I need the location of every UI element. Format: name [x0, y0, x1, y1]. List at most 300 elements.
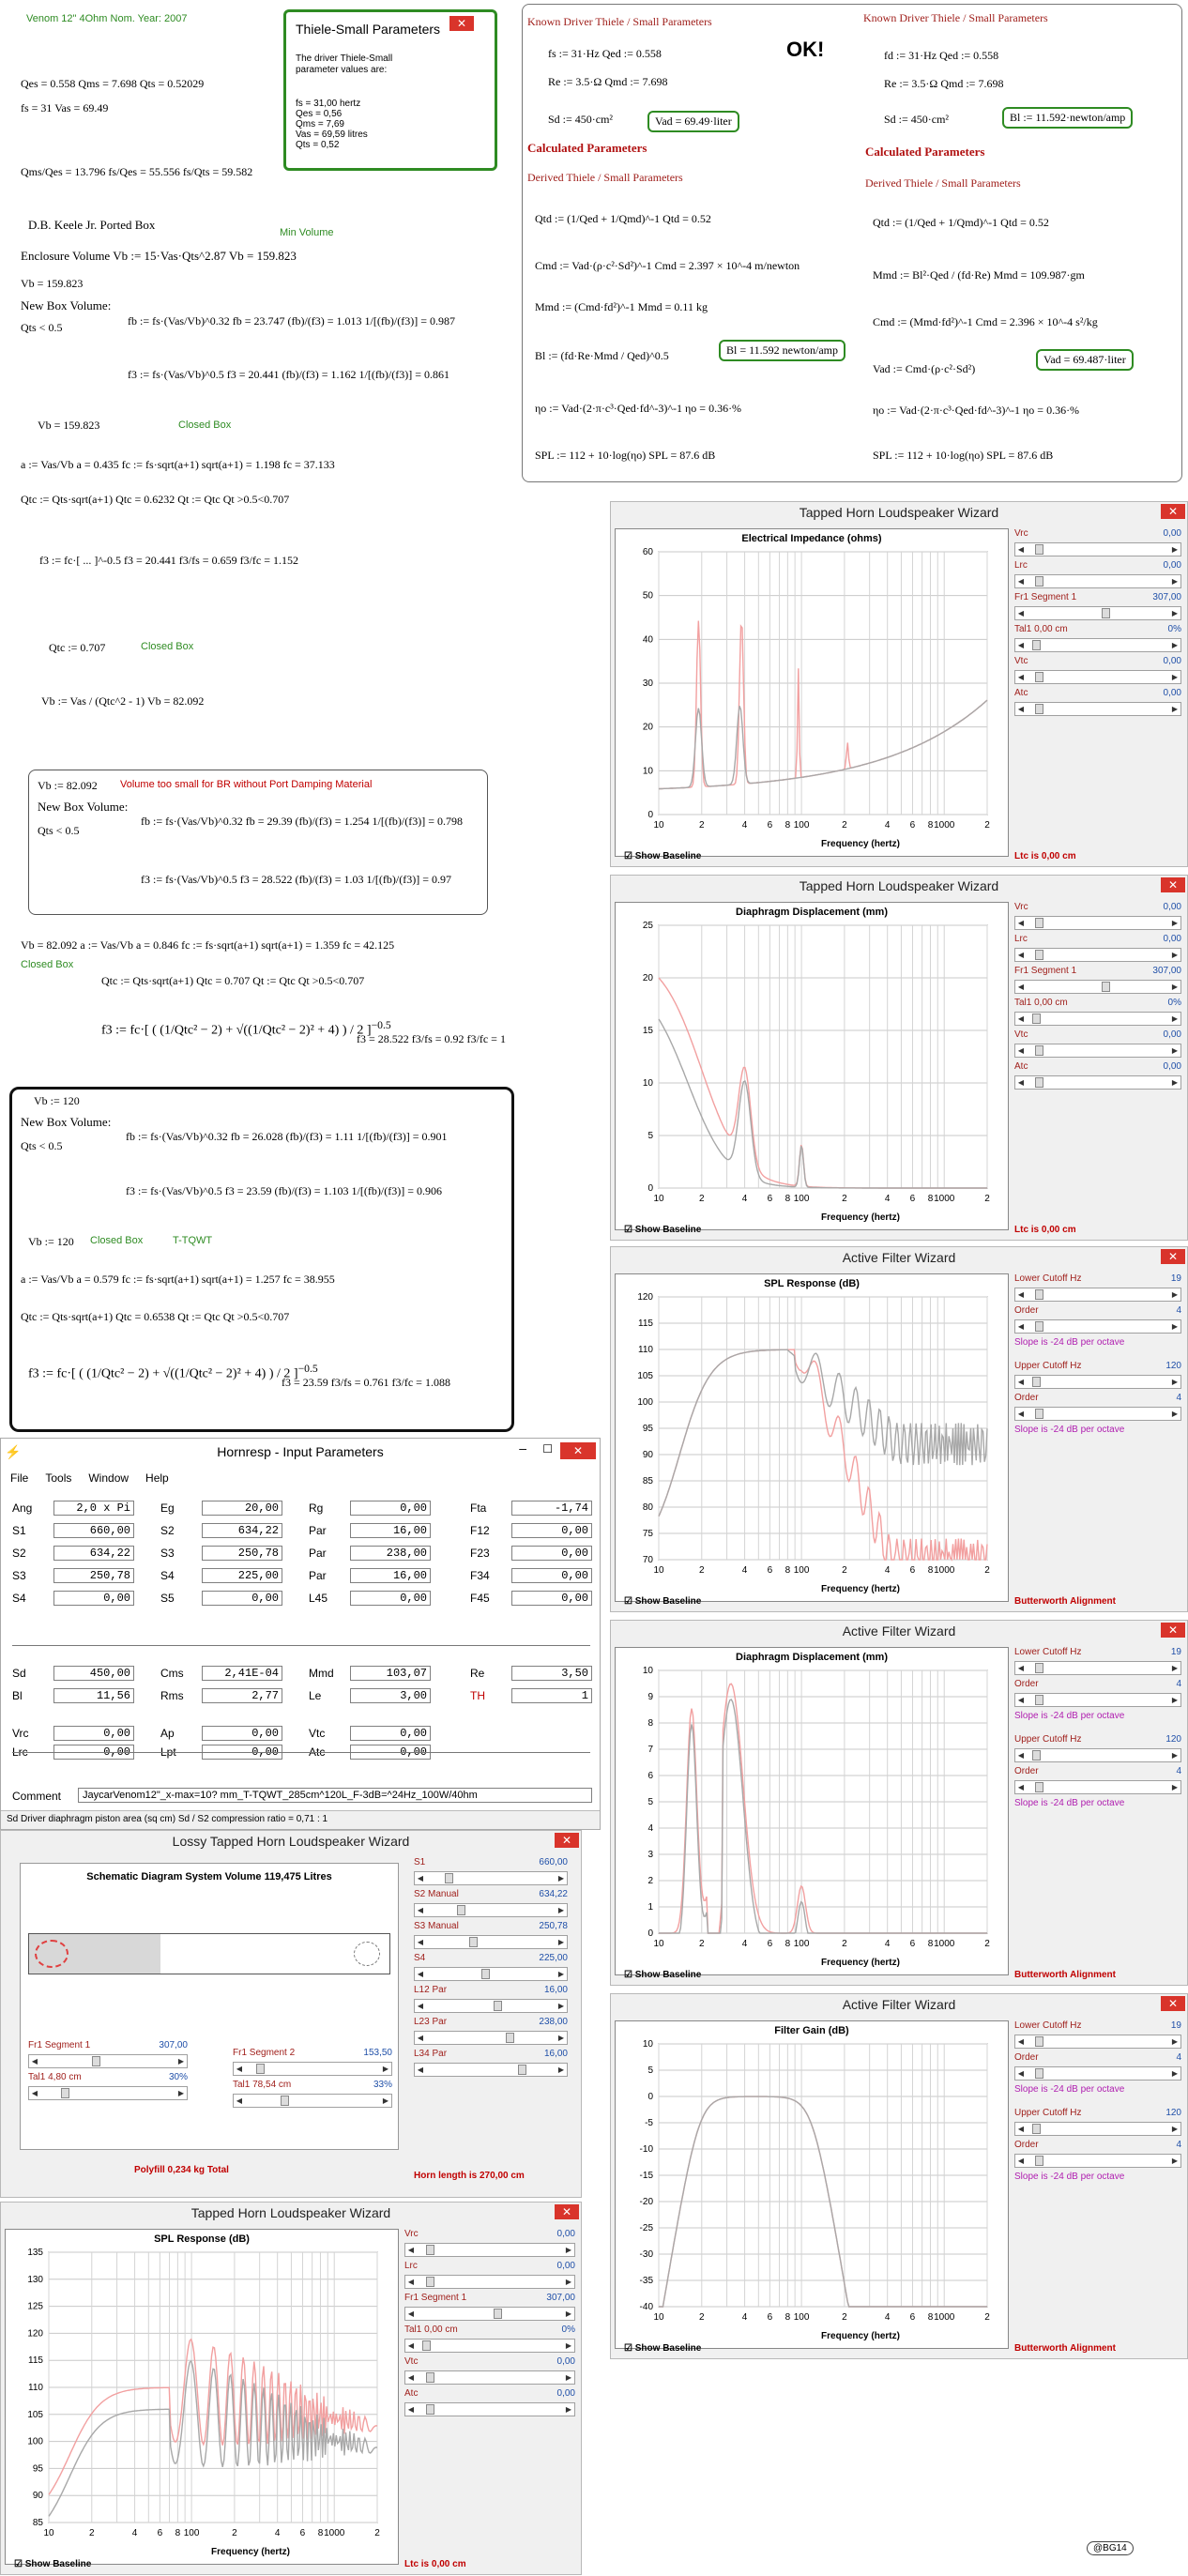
field-input[interactable]: 0,00 — [511, 1591, 592, 1606]
slider-thumb[interactable] — [1035, 704, 1043, 714]
slider-thumb[interactable] — [494, 2001, 502, 2011]
checkbox-icon[interactable]: ☑ — [624, 1225, 635, 1235]
field-input[interactable]: 11,56 — [53, 1688, 134, 1703]
arrow-left-icon[interactable]: ◀ — [1017, 609, 1025, 617]
field-input[interactable]: 1 — [511, 1688, 592, 1703]
param-slider[interactable] — [1014, 916, 1181, 930]
x-tick-label: 2 — [842, 820, 847, 831]
status-text: Ltc is 0,00 cm — [1014, 851, 1076, 861]
param-slider[interactable] — [1014, 574, 1181, 588]
slider-thumb[interactable] — [1035, 950, 1043, 960]
slider-thumb[interactable] — [1035, 576, 1043, 587]
close-icon[interactable]: ✕ — [449, 16, 474, 31]
arrow-right-icon[interactable]: ▶ — [1171, 919, 1179, 927]
y-tick-label: 5 — [647, 1797, 653, 1807]
slider-thumb[interactable] — [422, 2340, 431, 2351]
param-slider[interactable] — [404, 2402, 575, 2416]
field-input[interactable]: 250,78 — [202, 1546, 282, 1561]
math-line: fb := fs·(Vas/Vb)^0.32 fb = 29.39 (fb)/(f3) = 1.254 1/[(fb)/(f3)] = 0.798 — [141, 815, 463, 828]
y-tick-label: 120 — [637, 1292, 653, 1303]
field-input[interactable]: -1,74 — [511, 1501, 592, 1516]
parameter-sliders — [1014, 1273, 1181, 1448]
close-icon[interactable]: ✕ — [1161, 1623, 1185, 1638]
x-tick-label: 10 — [653, 1194, 664, 1204]
arrow-right-icon[interactable]: ▶ — [1171, 1290, 1179, 1299]
slider-thumb[interactable] — [1035, 2068, 1043, 2079]
y-tick-label: 20 — [642, 722, 653, 733]
slider-thumb[interactable] — [1035, 1289, 1043, 1300]
arrow-left-icon[interactable]: ◀ — [1017, 1014, 1025, 1023]
param-slider[interactable] — [1014, 1319, 1181, 1334]
arrow-left-icon[interactable]: ◀ — [407, 2278, 415, 2286]
arrow-left-icon[interactable]: ◀ — [417, 2034, 424, 2042]
arrow-right-icon[interactable]: ▶ — [1171, 951, 1179, 959]
slider-thumb[interactable] — [1032, 640, 1041, 650]
x-tick-label: 6 — [909, 1939, 916, 1949]
field-input[interactable]: 2,77 — [202, 1688, 282, 1703]
show-baseline-label: Show Baseline — [634, 1225, 702, 1235]
math-line: f3 = 23.59 f3/fs = 0.761 f3/fc = 1.088 — [282, 1376, 450, 1389]
field-input[interactable]: 2,0 x Pi — [53, 1501, 134, 1516]
arrow-right-icon[interactable]: ▶ — [557, 1970, 565, 1978]
arrow-right-icon[interactable]: ▶ — [1171, 1378, 1179, 1386]
field-input[interactable]: 0,00 — [202, 1591, 282, 1606]
param-slider[interactable] — [414, 2063, 568, 2077]
y-tick-label: 5 — [647, 2065, 653, 2076]
slider-thumb[interactable] — [1102, 608, 1110, 618]
y-tick-label: 95 — [642, 1424, 653, 1434]
divider — [12, 1752, 590, 1753]
arrow-right-icon[interactable]: ▶ — [565, 2405, 572, 2414]
param-slider[interactable] — [1014, 948, 1181, 962]
param-row — [1014, 2020, 1181, 2033]
arrow-right-icon[interactable]: ▶ — [1171, 1751, 1179, 1760]
slider-thumb[interactable] — [1035, 672, 1043, 682]
arrow-left-icon[interactable]: ◀ — [1017, 1378, 1025, 1386]
slider-thumb[interactable] — [1035, 1782, 1043, 1792]
field-input[interactable]: 0,00 — [350, 1591, 431, 1606]
y-tick-label: -15 — [639, 2171, 653, 2181]
arrow-left-icon[interactable]: ◀ — [1017, 1410, 1025, 1418]
close-icon[interactable]: ✕ — [555, 2204, 579, 2219]
field-input[interactable]: 16,00 — [350, 1523, 431, 1538]
parameter-sliders — [404, 2229, 575, 2420]
param-value: 0,00 — [556, 2356, 575, 2367]
x-tick-label: 6 — [909, 2312, 916, 2323]
param-slider[interactable] — [414, 1871, 568, 1885]
param-slider[interactable] — [414, 1935, 568, 1949]
param-row — [1014, 560, 1181, 572]
field-input[interactable]: 0,00 — [53, 1745, 134, 1760]
close-icon[interactable]: ✕ — [555, 1833, 579, 1848]
param-slider[interactable] — [1014, 638, 1181, 652]
arrow-right-icon[interactable]: ▶ — [1171, 545, 1179, 554]
x-tick-label: 6 — [767, 1939, 773, 1949]
math-line: Cmd := Vad·(ρ·c²·Sd²)^-1 Cmd = 2.397 × 10^-4 m/newton — [535, 259, 800, 272]
slider-thumb[interactable] — [426, 2404, 434, 2415]
param-slider[interactable] — [1014, 606, 1181, 620]
slider-thumb[interactable] — [481, 1969, 490, 1979]
slider-thumb[interactable] — [426, 2372, 434, 2383]
param-label: Upper Cutoff Hz — [1014, 1734, 1082, 1745]
math-line: Vb = 159.823 — [38, 419, 100, 432]
param-slider[interactable] — [1014, 1075, 1181, 1090]
arrow-right-icon[interactable]: ▶ — [565, 2278, 572, 2286]
arrow-right-icon[interactable]: ▶ — [1171, 705, 1179, 713]
param-slider[interactable] — [404, 2370, 575, 2385]
arrow-left-icon[interactable]: ◀ — [417, 2002, 424, 2010]
field-input[interactable]: 0,00 — [53, 1726, 134, 1741]
arrow-right-icon[interactable]: ▶ — [557, 1938, 565, 1946]
field-input[interactable]: 0,00 — [511, 1523, 592, 1538]
parameter-sliders — [1014, 528, 1181, 720]
close-icon[interactable]: ✕ — [1161, 504, 1185, 519]
x-tick-label: 6 — [909, 820, 916, 831]
field-input[interactable]: 238,00 — [350, 1546, 431, 1561]
param-slider[interactable] — [1014, 1044, 1181, 1058]
arrow-left-icon[interactable]: ◀ — [1017, 641, 1025, 649]
y-tick-label: -5 — [645, 2118, 653, 2128]
slider-thumb[interactable] — [518, 2065, 526, 2075]
arrow-left-icon[interactable]: ◀ — [1017, 545, 1025, 554]
arrow-right-icon[interactable]: ▶ — [1171, 1322, 1179, 1331]
arrow-left-icon[interactable]: ◀ — [1017, 919, 1025, 927]
arrow-left-icon[interactable]: ◀ — [1017, 1664, 1025, 1672]
slider-thumb[interactable] — [1035, 1045, 1043, 1056]
slider-thumb[interactable] — [1035, 2036, 1043, 2047]
arrow-right-icon[interactable]: ▶ — [1171, 1046, 1179, 1055]
arrow-right-icon[interactable]: ▶ — [1171, 673, 1179, 681]
arrow-right-icon[interactable]: ▶ — [1171, 1078, 1179, 1087]
minimize-icon[interactable]: – — [519, 1440, 526, 1456]
param-slider[interactable] — [414, 1903, 568, 1917]
slider-thumb[interactable] — [1035, 1663, 1043, 1673]
x-tick-label: 100 — [793, 1939, 810, 1949]
show-baseline-checkbox[interactable] — [624, 1970, 701, 1980]
fr2-slider[interactable]: ◀ ▶ — [233, 2062, 392, 2076]
arrow-left-icon[interactable]: ◀ — [1017, 1322, 1025, 1331]
field-label: Mmd — [309, 1667, 334, 1680]
arrow-left-icon[interactable]: ◀ — [417, 1970, 424, 1978]
y-tick-label: -40 — [639, 2302, 653, 2312]
slider-thumb[interactable] — [1032, 1377, 1041, 1387]
math-line: SPL := 112 + 10·log(ηo) SPL = 87.6 dB — [535, 449, 716, 462]
x-tick-label: 4 — [741, 1565, 748, 1576]
param-label: L23 Par — [414, 2017, 448, 2027]
bl-input: Bl := 11.592·newton/amp — [1002, 107, 1133, 129]
field-input[interactable]: 0,00 — [350, 1501, 431, 1516]
slider-thumb[interactable] — [1035, 544, 1043, 555]
field-input[interactable]: 3,50 — [511, 1666, 592, 1681]
param-label: Lower Cutoff Hz — [1014, 1647, 1082, 1657]
param-slider[interactable] — [1014, 542, 1181, 556]
slider-thumb[interactable] — [494, 2309, 502, 2319]
field-input[interactable]: 0,00 — [350, 1726, 431, 1741]
field-input[interactable]: 450,00 — [53, 1666, 134, 1681]
math-line: New Box Volume: — [21, 1115, 112, 1129]
checkbox-icon[interactable]: ☑ — [624, 1970, 635, 1980]
chart-svg — [616, 903, 1008, 1229]
x-tick-label: 8 — [175, 2528, 181, 2538]
arrow-left-icon[interactable]: ◀ — [1017, 1783, 1025, 1791]
param-slider[interactable] — [404, 2243, 575, 2257]
field-input[interactable]: 0,00 — [511, 1568, 592, 1583]
arrow-right-icon[interactable]: ▶ — [1171, 609, 1179, 617]
menu-item[interactable]: Help — [145, 1471, 169, 1485]
field-input[interactable]: 0,00 — [350, 1745, 431, 1760]
param-slider[interactable] — [1014, 2066, 1181, 2081]
arrow-left-icon[interactable]: ◀ — [1017, 1078, 1025, 1087]
field-input[interactable]: 2,41E-04 — [202, 1666, 282, 1681]
chart-title: Filter Gain (dB) — [774, 2025, 849, 2036]
field-label: Cms — [160, 1667, 184, 1680]
param-slider[interactable] — [1014, 980, 1181, 994]
field-label: Fta — [470, 1501, 487, 1515]
field-input[interactable]: 0,00 — [511, 1546, 592, 1561]
field-input[interactable]: 634,22 — [202, 1523, 282, 1538]
y-tick-label: 0 — [647, 1183, 653, 1194]
known-heading: Known Driver Thiele / Small Parameters — [863, 11, 1048, 24]
checkbox-icon[interactable]: ☑ — [624, 851, 635, 861]
menu-item[interactable]: Window — [88, 1471, 129, 1485]
field-input[interactable]: 0,00 — [202, 1745, 282, 1760]
arrow-left-icon[interactable]: ◀ — [417, 1906, 424, 1914]
param-slider[interactable] — [1014, 1288, 1181, 1302]
param-row — [1014, 2108, 1181, 2120]
closed-box-label: Closed Box — [178, 419, 232, 431]
close-icon[interactable]: ✕ — [1161, 1996, 1185, 2011]
chart-panel — [615, 902, 1009, 1230]
param-row — [1014, 2052, 1181, 2065]
x-tick-label: 4 — [741, 820, 748, 831]
field-input[interactable]: 660,00 — [53, 1523, 134, 1538]
maximize-icon[interactable]: ☐ — [542, 1442, 553, 1456]
param-slider[interactable] — [1014, 1780, 1181, 1794]
arrow-right-icon[interactable]: ▶ — [557, 1874, 565, 1882]
checkbox-icon[interactable]: ☑ — [624, 2343, 635, 2354]
param-slider[interactable] — [1014, 670, 1181, 684]
min-volume-label: Min Volume — [280, 227, 334, 238]
x-tick-label: 8 — [784, 820, 791, 831]
arrow-right-icon[interactable]: ▶ — [1171, 1014, 1179, 1023]
param-slider[interactable] — [1014, 702, 1181, 716]
arrow-right-icon[interactable]: ▶ — [1171, 577, 1179, 586]
arrow-right-icon[interactable]: ▶ — [1171, 2157, 1179, 2165]
field-input[interactable]: 20,00 — [202, 1501, 282, 1516]
field-label: F12 — [470, 1524, 490, 1537]
param-slider[interactable] — [404, 2339, 575, 2353]
x-axis-label: Frequency (hertz) — [211, 2547, 290, 2557]
param-slider[interactable] — [1014, 2035, 1181, 2049]
field-label: S3 — [12, 1569, 26, 1582]
arrow-left-icon[interactable]: ◀ — [1017, 705, 1025, 713]
arrow-left-icon[interactable]: ◀ — [417, 1874, 424, 1882]
field-input[interactable]: 0,00 — [53, 1591, 134, 1606]
math-line: Bl := (fd·Re·Mmd / Qed)^0.5 — [535, 349, 669, 362]
arrow-left-icon[interactable]: ◀ — [1017, 983, 1025, 991]
param-slider[interactable] — [1014, 1375, 1181, 1389]
slider-thumb[interactable] — [426, 2277, 434, 2287]
slider-thumb[interactable] — [506, 2033, 514, 2043]
arrow-left-icon[interactable]: ◀ — [407, 2373, 415, 2382]
slider-thumb[interactable] — [445, 1873, 453, 1883]
arrow-right-icon[interactable]: ▶ — [557, 2002, 565, 2010]
param-slider[interactable] — [1014, 2154, 1181, 2168]
arrow-left-icon[interactable]: ◀ — [1017, 577, 1025, 586]
x-axis-label: Frequency (hertz) — [821, 1958, 900, 1968]
field-input[interactable]: 103,07 — [350, 1666, 431, 1681]
arrow-left-icon[interactable]: ◀ — [417, 1938, 424, 1946]
param-slider[interactable] — [414, 2031, 568, 2045]
math-line: a := Vas/Vb a = 0.579 fc := fs·sqrt(a+1) sqrt(a+1) = 1.257 fc = 38.955 — [21, 1273, 335, 1286]
tal2-label: Tal1 78,54 cm — [233, 2080, 292, 2090]
param-label: S1 — [414, 1857, 426, 1867]
arrow-left-icon[interactable]: ◀ — [1017, 1751, 1025, 1760]
arrow-right-icon[interactable]: ▶ — [1171, 1664, 1179, 1672]
arrow-right-icon[interactable]: ▶ — [1171, 983, 1179, 991]
arrow-left-icon[interactable]: ◀ — [1017, 951, 1025, 959]
arrow-left-icon[interactable]: ◀ — [1017, 1046, 1025, 1055]
arrow-left-icon[interactable]: ◀ — [407, 2309, 415, 2318]
y-tick-label: 50 — [642, 590, 653, 602]
arrow-right-icon[interactable]: ▶ — [1171, 1783, 1179, 1791]
param-slider[interactable] — [404, 2307, 575, 2321]
arrow-right-icon[interactable]: ▶ — [1171, 2037, 1179, 2046]
slider-thumb[interactable] — [469, 1937, 478, 1947]
param-slider[interactable] — [1014, 1407, 1181, 1421]
slider-thumb[interactable] — [1035, 1077, 1043, 1088]
slider-thumb[interactable] — [1035, 2156, 1043, 2166]
param-value: 238,00 — [539, 2017, 568, 2027]
slider-thumb[interactable] — [1032, 1014, 1041, 1024]
param-slider[interactable] — [1014, 2122, 1181, 2136]
param-slider[interactable] — [1014, 1748, 1181, 1762]
param-row — [404, 2388, 575, 2401]
x-tick-label: 2 — [842, 2312, 847, 2323]
arrow-right-icon[interactable]: ▶ — [1171, 641, 1179, 649]
field-label: Par — [309, 1524, 327, 1537]
field-input[interactable]: 0,00 — [202, 1726, 282, 1741]
slider-thumb[interactable] — [426, 2245, 434, 2255]
field-input[interactable]: 3,00 — [350, 1688, 431, 1703]
arrow-right-icon[interactable]: ▶ — [1171, 2125, 1179, 2133]
slider-thumb[interactable] — [1035, 918, 1043, 928]
field-label: S5 — [160, 1592, 175, 1605]
arrow-left-icon[interactable]: ◀ — [1017, 2157, 1025, 2165]
param-slider[interactable] — [414, 1967, 568, 1981]
arrow-left-icon[interactable]: ◀ — [407, 2405, 415, 2414]
checkbox-icon[interactable]: ☑ — [624, 1596, 635, 1607]
x-tick-label: 4 — [884, 1565, 891, 1576]
x-tick-label: 2 — [984, 2312, 990, 2323]
tal2-slider[interactable]: ◀ ▶ — [233, 2094, 392, 2108]
arrow-right-icon[interactable]: ▶ — [565, 2246, 572, 2254]
arrow-left-icon[interactable]: ◀ — [1017, 2125, 1025, 2133]
arrow-left-icon[interactable]: ◀ — [417, 2065, 424, 2074]
param-row — [414, 2049, 568, 2061]
arrow-right-icon[interactable]: ▶ — [1171, 1410, 1179, 1418]
wizard-window — [0, 2202, 582, 2575]
param-label: Atc — [1014, 688, 1028, 698]
slider-thumb[interactable] — [457, 1905, 465, 1915]
slider-thumb[interactable] — [1032, 2124, 1041, 2134]
show-baseline-checkbox[interactable] — [624, 2343, 701, 2354]
close-icon[interactable]: ✕ — [1161, 877, 1185, 892]
param-value: 0,00 — [1163, 688, 1181, 698]
checkbox-icon[interactable]: ☑ — [14, 2559, 25, 2569]
t-tqwt-label: T-TQWT — [173, 1235, 213, 1246]
param-slider[interactable] — [1014, 1012, 1181, 1026]
x-tick-label: 4 — [884, 1194, 891, 1204]
arrow-right-icon[interactable]: ▶ — [1171, 2069, 1179, 2078]
arrow-right-icon[interactable]: ▶ — [557, 1906, 565, 1914]
param-row — [1014, 2140, 1181, 2152]
param-slider[interactable] — [414, 1999, 568, 2013]
y-tick-label: 105 — [27, 2409, 43, 2420]
math-line: fd := 31·Hz Qed := 0.558 — [884, 49, 999, 62]
close-icon[interactable]: ✕ — [1161, 1249, 1185, 1264]
x-tick-label: 4 — [274, 2528, 281, 2538]
arrow-right-icon[interactable]: ▶ — [565, 2309, 572, 2318]
slider-thumb[interactable] — [1035, 1409, 1043, 1419]
x-tick-label: 8 — [927, 1194, 934, 1204]
field-input[interactable]: 225,00 — [202, 1568, 282, 1583]
arrow-left-icon[interactable]: ◀ — [1017, 2037, 1025, 2046]
close-icon[interactable]: ✕ — [560, 1442, 596, 1459]
param-slider[interactable] — [404, 2275, 575, 2289]
arrow-left-icon[interactable]: ◀ — [1017, 673, 1025, 681]
slider-thumb[interactable] — [1035, 1695, 1043, 1705]
menu-item[interactable]: File — [10, 1471, 29, 1485]
param-label: Order — [1014, 1766, 1039, 1776]
x-tick-label: 4 — [884, 2312, 891, 2323]
x-tick-label: 8 — [927, 2312, 934, 2323]
lossy-title: Lossy Tapped Horn Loudspeaker Wizard — [172, 1834, 410, 1849]
arrow-left-icon[interactable]: ◀ — [407, 2246, 415, 2254]
show-baseline-checkbox[interactable] — [14, 2559, 91, 2569]
param-row — [414, 1857, 568, 1869]
arrow-left-icon[interactable]: ◀ — [1017, 2069, 1025, 2078]
arrow-right-icon[interactable]: ▶ — [557, 2065, 565, 2074]
arrow-left-icon[interactable]: ◀ — [407, 2341, 415, 2350]
y-tick-label: 6 — [647, 1771, 653, 1781]
param-slider[interactable] — [1014, 1693, 1181, 1707]
chart-svg — [616, 529, 1008, 856]
slider-thumb[interactable] — [1035, 1321, 1043, 1332]
comment-input[interactable]: JaycarVenom12"_x-max=10? mm_T-TQWT_285cm^120L_F-3dB=^24Hz_100W/40hm — [78, 1788, 592, 1803]
field-input[interactable]: 16,00 — [350, 1568, 431, 1583]
menu-item[interactable]: Tools — [45, 1471, 72, 1485]
arrow-right-icon[interactable]: ▶ — [557, 2034, 565, 2042]
param-slider[interactable] — [1014, 1661, 1181, 1675]
arrow-right-icon[interactable]: ▶ — [565, 2341, 572, 2350]
arrow-right-icon[interactable]: ▶ — [1171, 1696, 1179, 1704]
arrow-left-icon[interactable]: ◀ — [1017, 1696, 1025, 1704]
param-label: L12 Par — [414, 1985, 448, 1995]
show-baseline-checkbox[interactable] — [624, 1225, 701, 1235]
show-baseline-checkbox[interactable] — [624, 1596, 701, 1607]
slider-thumb[interactable] — [1102, 982, 1110, 992]
tal1-slider[interactable]: ◀ ▶ — [28, 2086, 188, 2100]
fr1-slider[interactable]: ◀ ▶ — [28, 2054, 188, 2068]
arrow-left-icon[interactable]: ◀ — [1017, 1290, 1025, 1299]
field-input[interactable]: 250,78 — [53, 1568, 134, 1583]
chart-panel — [615, 2020, 1009, 2349]
field-input[interactable]: 634,22 — [53, 1546, 134, 1561]
slider-thumb[interactable] — [1032, 1750, 1041, 1761]
show-baseline-checkbox[interactable] — [624, 851, 701, 861]
arrow-right-icon[interactable]: ▶ — [565, 2373, 572, 2382]
